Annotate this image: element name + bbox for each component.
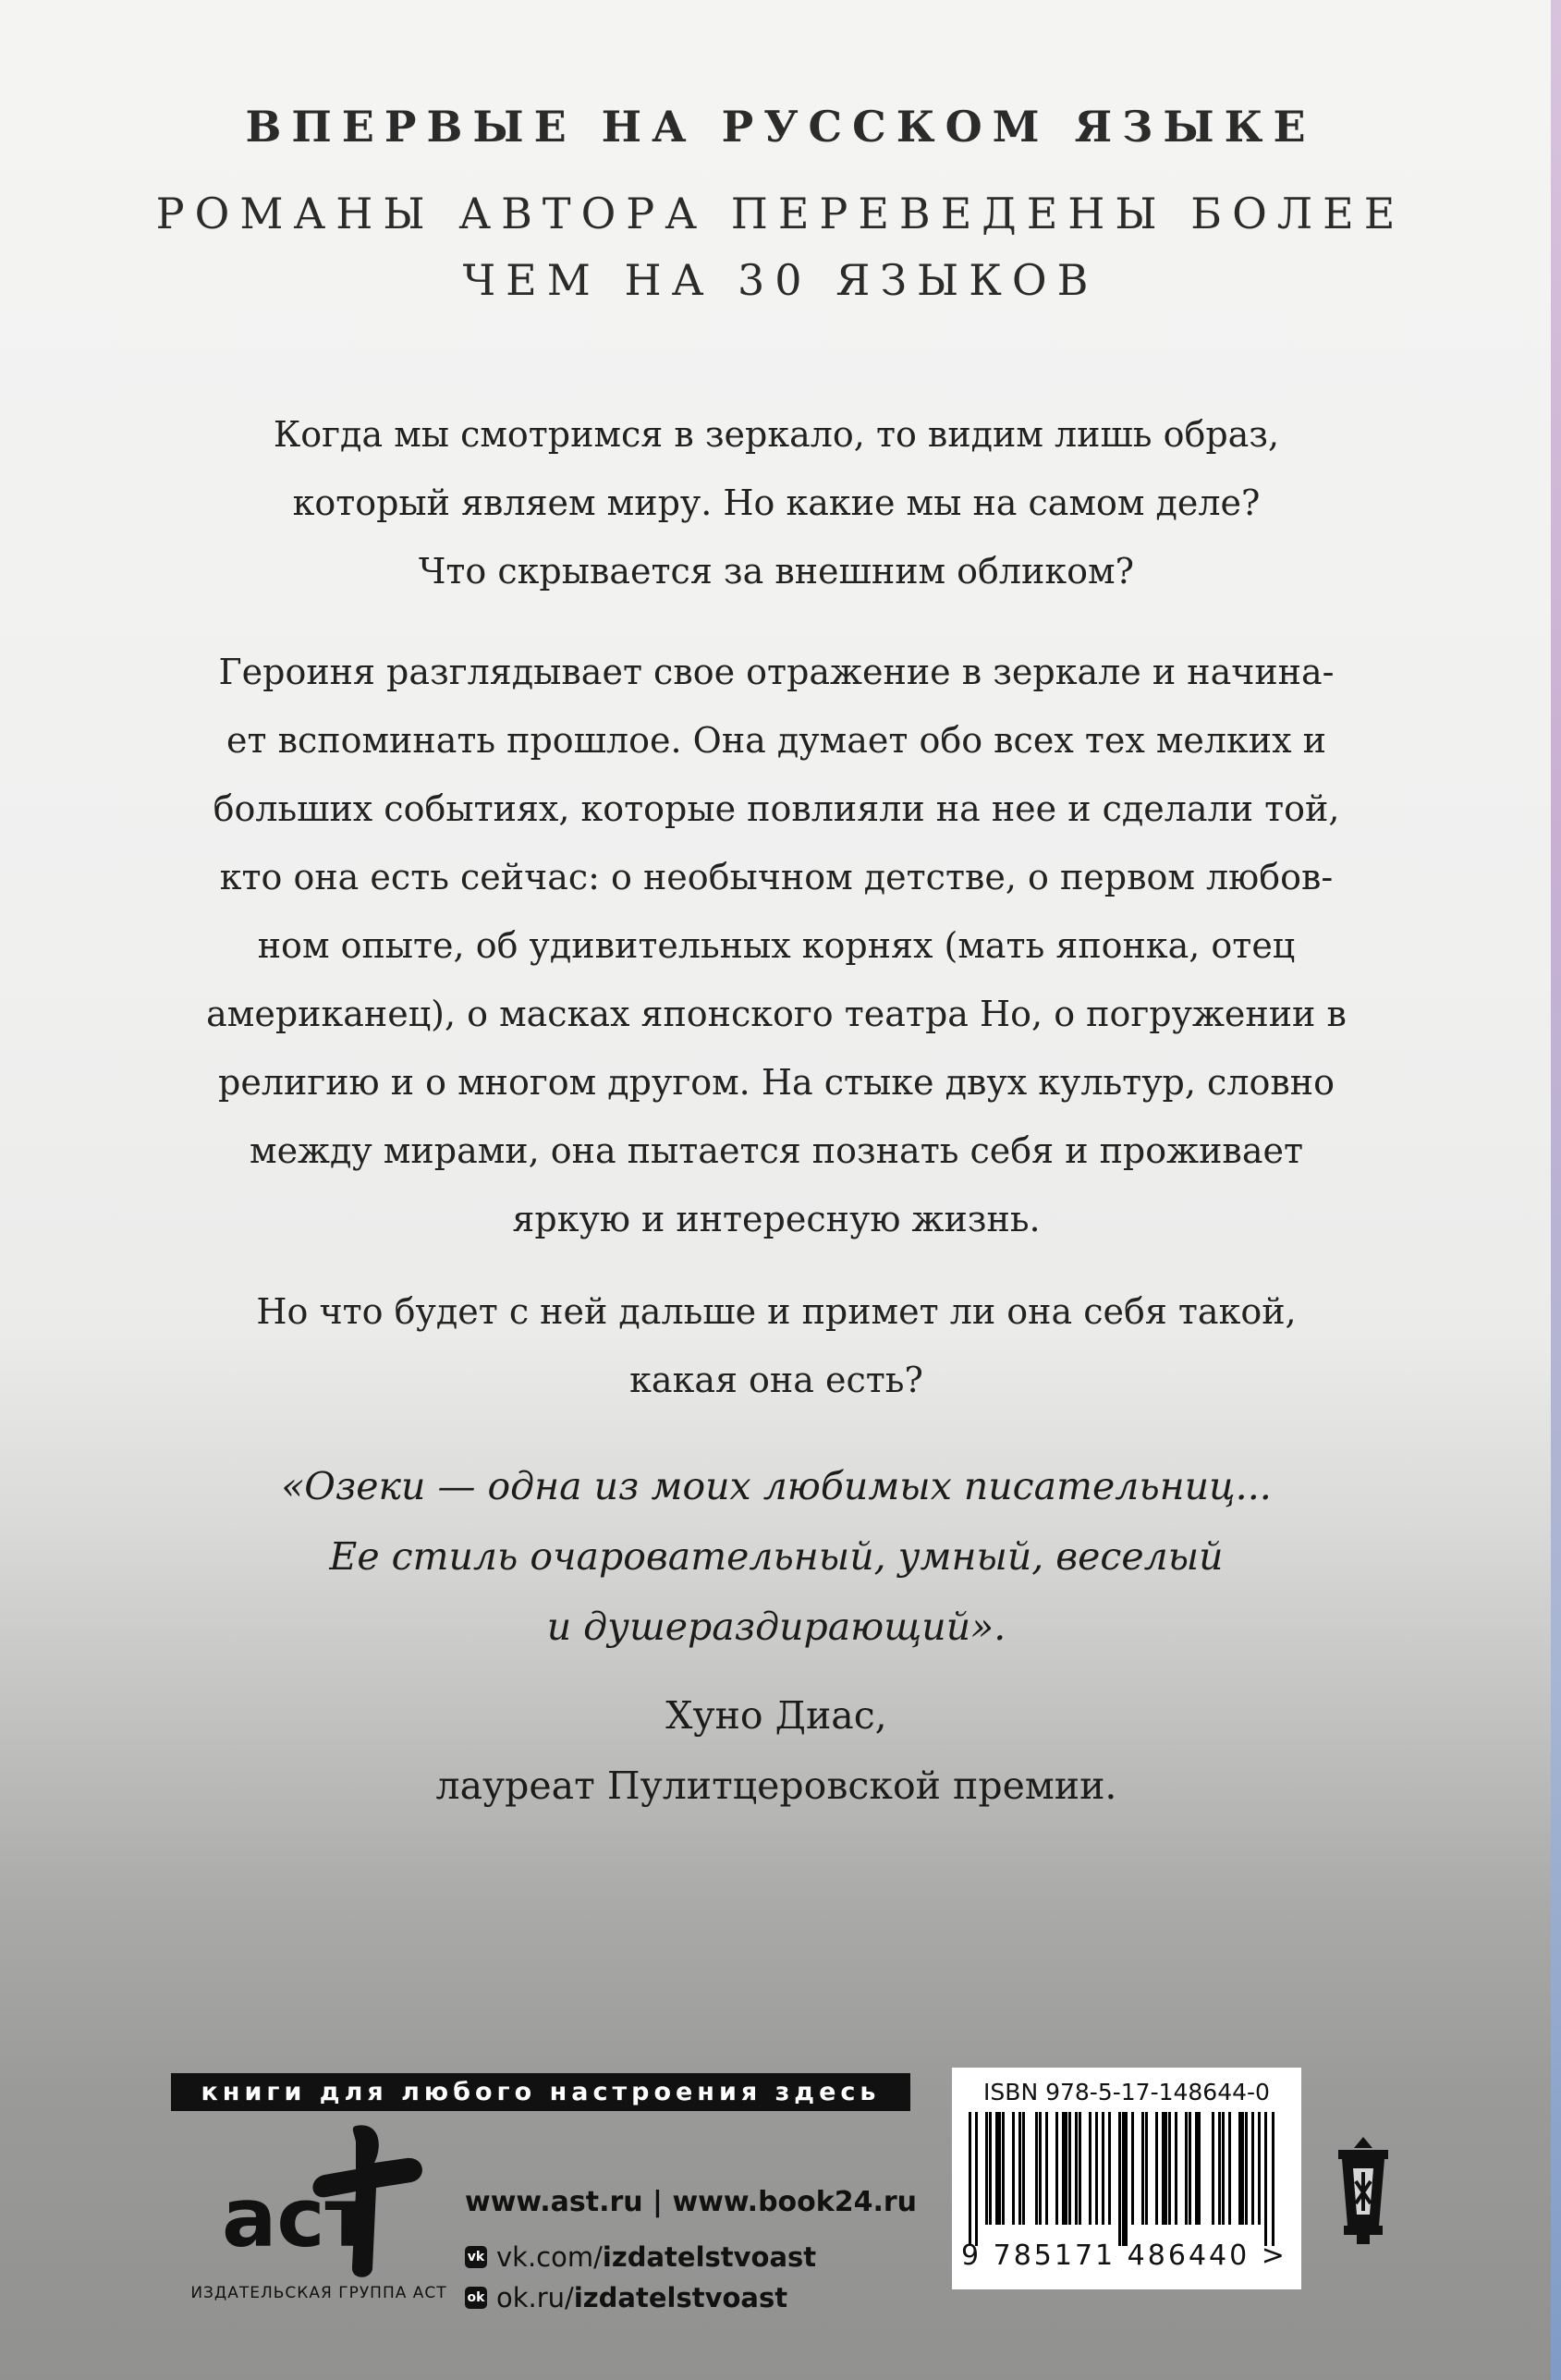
- text-line: американец), о масках японского театра Но, о погружении в: [206, 994, 1347, 1034]
- ast-logo-icon: [217, 2121, 430, 2283]
- synopsis-paragraph: [120, 638, 1433, 1253]
- attribution-title: лауреат Пулитцеровской премии.: [435, 1764, 1117, 1808]
- text-line: который являем миру. Но какие мы на самом деле?: [292, 482, 1261, 523]
- barcode-bar: [1218, 2112, 1221, 2225]
- barcode-bar: [1022, 2112, 1025, 2225]
- barcode-bar: [1018, 2112, 1021, 2225]
- barcode-bar: [969, 2112, 971, 2246]
- text-line: Героиня разглядывает свое отражение в зеркале и начина-: [218, 652, 1335, 692]
- text-line: Но что будет с ней дальше и примет ли она себя такой,: [256, 1291, 1297, 1332]
- barcode-bar: [1238, 2112, 1241, 2225]
- barcode-bar: [1075, 2112, 1078, 2225]
- barcode-bar: [1062, 2112, 1065, 2225]
- ok-link[interactable]: [465, 2279, 917, 2316]
- first-in-russian-heading: ВПЕРВЫЕ НА РУССКОМ ЯЗЫКЕ: [245, 102, 1316, 152]
- barcode-bar: [975, 2112, 978, 2246]
- barcode-bar: [989, 2112, 992, 2225]
- text-line: между мирами, она пытается познать себя и проживает: [250, 1130, 1303, 1171]
- quote-line: Ее стиль очаровательный, умный, веселый: [329, 1534, 1224, 1579]
- barcode-bar: [1272, 2112, 1274, 2246]
- barcode-bar: [998, 2112, 1001, 2225]
- barcode-bar: [1264, 2112, 1267, 2246]
- barcode-bar: [1222, 2112, 1225, 2225]
- ok-icon: ok: [465, 2287, 487, 2309]
- barcode-bar: [1212, 2112, 1214, 2225]
- barcode-bar: [1145, 2112, 1148, 2225]
- barcode-bar: [1175, 2112, 1177, 2225]
- text-line: кто она есть сейчас: о необычном детстве, о первом любов-: [219, 857, 1334, 897]
- barcode-bar: [1118, 2112, 1121, 2246]
- question-paragraph: [120, 1277, 1433, 1414]
- isbn-label: ISBN 978-5-17-148644-0: [983, 2079, 1270, 2105]
- barcode-bar: [1068, 2112, 1071, 2225]
- barcode-bar: [1258, 2112, 1261, 2225]
- ok-domain: ok.ru/: [496, 2282, 574, 2313]
- barcode-bar: [1012, 2112, 1015, 2225]
- barcode-bar: [1095, 2112, 1098, 2225]
- barcode-bar: [1241, 2112, 1244, 2225]
- barcode-bar: [1141, 2112, 1144, 2225]
- barcode-bar: [1102, 2112, 1104, 2225]
- quote-line: и душераздирающий».: [546, 1605, 1006, 1649]
- barcode-bar: [1228, 2112, 1231, 2225]
- intro-paragraph: [120, 400, 1433, 605]
- barcode-bar: [1079, 2112, 1081, 2225]
- review-quote: [120, 1451, 1433, 1662]
- barcode-bar: [985, 2112, 988, 2225]
- barcode-digits: 9 785171 486440 >: [961, 2240, 1287, 2272]
- vk-domain: vk.com/: [496, 2241, 603, 2273]
- barcode-bar: [1035, 2112, 1038, 2225]
- barcode-bar: [995, 2112, 998, 2225]
- translations-heading-line1: РОМАНЫ АВТОРА ПЕРЕВЕДЕНЫ БОЛЕЕ: [155, 189, 1406, 238]
- barcode-bar: [1155, 2112, 1158, 2225]
- barcode-bar: [1089, 2112, 1091, 2225]
- ok-handle: izdatelstvoast: [573, 2282, 788, 2313]
- text-line: Что скрывается за внешним обликом?: [419, 551, 1134, 592]
- vk-handle: izdatelstvoast: [602, 2241, 817, 2273]
- barcode-bar: [1168, 2112, 1171, 2225]
- text-line: больших событиях, которые повлияли на нее и сделали той,: [213, 788, 1340, 829]
- barcode-bar: [1195, 2112, 1198, 2225]
- barcode-bar: [1125, 2112, 1128, 2246]
- text-line: ет вспоминать прошлое. Она думает обо всех тех мелких и: [226, 720, 1326, 761]
- translations-heading-line2: ЧЕМ НА 30 ЯЗЫКОВ: [462, 255, 1099, 305]
- publisher-links: [465, 2186, 917, 2320]
- spine-edge: [1551, 0, 1561, 2380]
- lantern-logo-icon: [1331, 2135, 1396, 2246]
- barcode-bar: [1198, 2112, 1201, 2225]
- isbn-barcode-box: [952, 2068, 1301, 2289]
- barcode-bar: [1002, 2112, 1005, 2225]
- translations-heading: [0, 180, 1561, 313]
- text-line: религию и о многом другом. На стыке двух культур, словно: [218, 1062, 1335, 1103]
- vk-icon: vk: [465, 2246, 487, 2268]
- barcode-bar: [1045, 2112, 1048, 2225]
- text-line: Когда мы смотримся в зеркало, то видим лишь образ,: [273, 414, 1280, 455]
- barcode: [969, 2112, 1283, 2241]
- barcode-bar: [1189, 2112, 1191, 2225]
- publisher-caption: ИЗДАТЕЛЬСКАЯ ГРУППА АСТ: [190, 2284, 447, 2302]
- barcode-bar: [1245, 2112, 1248, 2225]
- barcode-bar: [1039, 2112, 1042, 2225]
- barcode-bar: [1065, 2112, 1067, 2225]
- text-line: яркую и интересную жизнь.: [512, 1199, 1041, 1239]
- quote-attribution: [120, 1680, 1433, 1821]
- barcode-bar: [1251, 2112, 1254, 2225]
- svg-text:аст: аст: [222, 2170, 372, 2265]
- text-line: ном опыте, об удивительных корнях (мать японка, отец: [257, 925, 1296, 966]
- promo-banner: книги для любого настроения здесь: [171, 2073, 910, 2111]
- quote-line: «Озеки — одна из моих любимых писательниц...: [281, 1464, 1272, 1508]
- attribution-name: Хуно Диас,: [665, 1693, 887, 1738]
- barcode-bar: [1108, 2112, 1111, 2225]
- barcode-bar: [1185, 2112, 1188, 2225]
- website-links[interactable]: www.ast.ru | www.book24.ru: [465, 2186, 918, 2218]
- barcode-bar: [1162, 2112, 1165, 2225]
- barcode-bar: [1165, 2112, 1167, 2225]
- text-line: какая она есть?: [629, 1360, 923, 1400]
- barcode-bar: [1122, 2112, 1125, 2246]
- barcode-bar: [1131, 2112, 1134, 2225]
- vk-link[interactable]: [465, 2239, 917, 2276]
- barcode-bar: [1055, 2112, 1058, 2225]
- ast-publisher-logo: [180, 2121, 457, 2306]
